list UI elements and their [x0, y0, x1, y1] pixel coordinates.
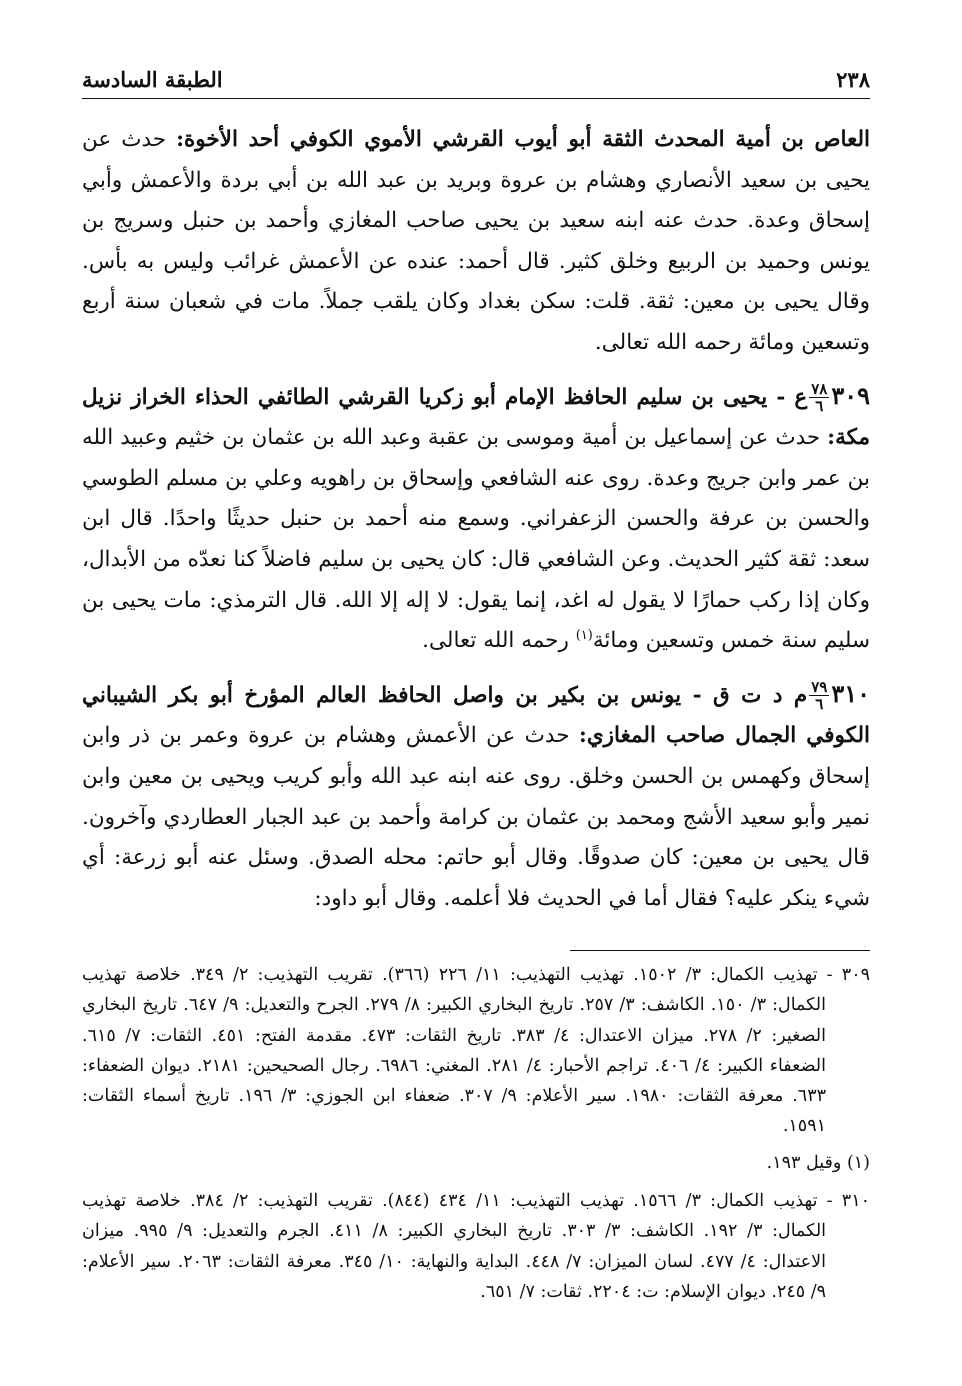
entry-number: ٣٠٩ [831, 380, 870, 410]
entry-fraction [809, 381, 829, 414]
entry-text: حدث عن إسماعيل بن أمية وموسى بن عقبة وعبد الله بن عثمان بن خثيم وعبيد الله بن عمر وابن جريج وعدة. روى عنه الشافعي وإسحاق بن راهويه وعلي بن مسلم الطوسي والحسن بن عرفة والحسن الزعفراني. وسمع منه أحمد بن حنبل حديثًا واحدًا. قال ابن سعد: ثقة كثير الحديث. وعن الشافعي قال: كان يحيى بن سليم فاضلاً كنا نعدّه من الأبدال، وكان إذا ركب حمارًا لا يقول له اغد، إنما يقول: لا إله إلا الله. قال الترمذي: مات يحيى بن سليم سنة خمس وتسعين ومائة [82, 425, 870, 654]
entry-continuation [82, 120, 870, 364]
entry-title: يونس بن بكير بن واصل الحافظ العالم المؤرخ أبو بكر الشيباني الكوفي الجمال صاحب المغازي: [82, 682, 870, 749]
page-number: ٢٣٨ [836, 67, 870, 92]
fraction-top: ٧٨ [811, 380, 828, 399]
entry-symbols: ع - [767, 384, 808, 410]
running-title: الطبقة السادسة [82, 67, 223, 92]
page-header [82, 58, 870, 99]
footnotes [82, 960, 870, 1313]
footnote-text: تهذيب الكمال: ٣/ ١٥٦٦. تهذيب التهذيب: ١١/ ٤٣٤ (٨٤٤). تقريب التهذيب: ٢/ ٣٨٤. خلاصة تهذيب الكمال: ٣/ ١٩٢. الكاشف: ٣/ ٣٠٣. تاريخ البخاري الكبير: ٨/ ٤١١. الجرم والتعديل: ٩/ ٩٩٥. ميزان الاعتدال: ٤/ ٤٧٧. لسان الميزان: ٧/ ٤٤٨. البداية والنهاية: ١٠/ ٣٤٥. معرفة الثقات: ٢٠٦٣. سير الأعلام: ٩/ ٢٤٥. ديوان الإسلام: ت: ٢٢٠٤. ثقات: ٧/ ٦٥١. [82, 1191, 827, 1302]
fraction-bottom: ٦ [815, 397, 824, 416]
footnote-marker: (١) [575, 627, 593, 643]
entry-title: يحيى بن سليم الحافظ الإمام أبو زكريا القرشي الطائفي الحذاء الخراز نزيل مكة: [82, 384, 870, 451]
entry-text: حدث عن الأعمش وهشام بن عروة وعمر بن ذر وابن إسحاق وكهمس بن الحسن وخلق. روى عنه ابنه عبد الله وأبو كريب ويحيى بن معين وابن نمير وأبو سعيد الأشج ومحمد بن عثمان بن كرامة وأحمد بن عبد الجبار العطاردي وآخرون. قال يحيى بن معين: كان صدوقًا. وقال أبو حاتم: محله الصدق. وسئل عنه أبو زرعة: أي شيء ينكر عليه؟ فقال أما في الحديث فلا أعلمه. وقال أبو داود: [82, 723, 871, 911]
footnote-309 [82, 960, 870, 1142]
main-text [82, 120, 870, 931]
fraction-bottom: ٦ [815, 695, 824, 714]
footnote-label: ٣١٠ - [817, 1191, 870, 1212]
footnote-label: ٣٠٩ - [817, 965, 870, 985]
entry-lead-title: العاص بن أمية المحدث الثقة أبو أيوب القرشي الأموي الكوفي أحد الأخوة: [176, 127, 870, 152]
entry-fraction [809, 679, 829, 712]
footnote-1 [82, 1148, 870, 1178]
entry-text-end: رحمه الله تعالى. [422, 628, 576, 654]
fraction-top: ٧٩ [811, 678, 828, 697]
entry-symbols: م د ت ق - [681, 682, 808, 708]
footnote-text: تهذيب الكمال: ٣/ ١٥٠٢. تهذيب التهذيب: ١١/ ٢٢٦ (٣٦٦). تقريب التهذيب: ٢/ ٣٤٩. خلاصة تهذيب الكمال: ٣/ ١٥٠. الكاشف: ٣/ ٢٥٧. تاريخ البخاري الكبير: ٨/ ٢٧٩. الجرح والتعديل: ٩/ ٦٤٧. تاريخ البخاري الصغير: ٢/ ٢٧٨. ميزان الاعتدال: ٤/ ٣٨٣. تاريخ الثقات: ٤٧٣. مقدمة الفتح: ٤٥١. الثقات: ٧/ ٦١٥. الضعفاء الكبير: ٤/ ٤٠٦. تراجم الأحبار: ٤/ ٢٨١. المغني: ٦٩٨٦. رجال الصحيحين: ٢١٨١. ديوان الضعفاء: ٦٣٣. معرفة الثقات: ١٩٨٠. سير الأعلام: ٩/ ٣٠٧. ضعفاء ابن الجوزي: ٣/ ١٩٦. تاريخ أسماء الثقات: ١٥٩١. [82, 965, 826, 1137]
entry-number: ٣١٠ [831, 678, 870, 708]
footnote-text: وقيل ١٩٣. [766, 1152, 842, 1173]
footnote-310 [82, 1186, 870, 1307]
entry-text: حدث عن يحيى بن سعيد الأنصاري وهشام بن عروة وبريد بن عبد الله بن أبي بردة والأعمش وأبي إسحاق وعدة. حدث عنه ابنه سعيد بن يحيى صاحب المغازي وأحمد بن حنبل وسريج بن يونس وحميد بن الربيع وخلق كثير. قال أحمد: عنده عن الأعمش غرائب وليس به بأس. وقال يحيى بن معين: ثقة. قلت: سكن بغداد وكان يلقب جملاً. مات في شعبان سنة أربع وتسعين ومائة رحمه الله تعالى. [82, 127, 870, 355]
footnote-divider [570, 950, 870, 951]
footnote-label: (١) [841, 1152, 870, 1173]
entry-309 [82, 376, 870, 662]
entry-310 [82, 674, 870, 920]
